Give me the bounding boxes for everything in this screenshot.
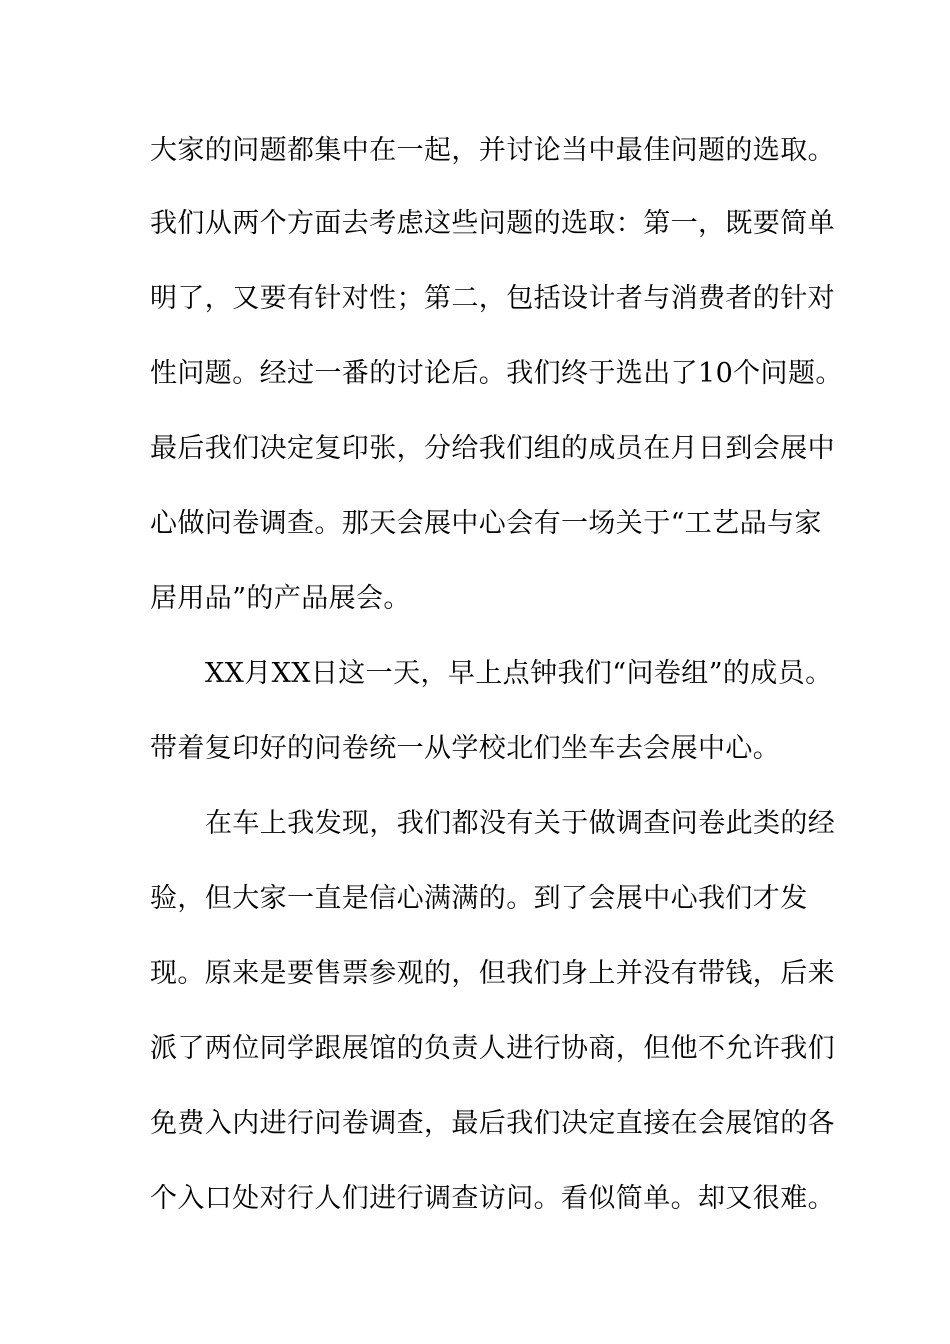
text-line-4: 性问题。经过一番的讨论后。我们终于选出了10个问题。 [150, 358, 843, 389]
text-line-10: 在车上我发现，我们都没有关于做调查问卷此类的经 [205, 808, 836, 839]
text-line-1: 大家的问题都集中在一起，并讨论当中最佳问题的选取。 [150, 135, 835, 166]
text-line-8: XX月XX日这一天，早上点钟我们“问卷组”的成员。 [205, 658, 833, 689]
text-line-6: 心做问卷调查。那天会展中心会有一场关于“工艺品与家 [150, 508, 822, 539]
text-line-15: 个入口处对行人们进行调查访问。看似简单。却又很难。 [150, 1183, 835, 1214]
text-line-13: 派了两位同学跟展馆的负责人进行协商，但他不允许我们 [150, 1033, 835, 1064]
text-line-11: 验，但大家一直是信心满满的。到了会展中心我们才发 [150, 883, 808, 914]
text-line-12: 现。原来是要售票参观的，但我们身上并没有带钱，后来 [150, 958, 835, 989]
text-line-14: 免费入内进行问卷调查，最后我们决定直接在会展馆的各 [150, 1108, 835, 1139]
text-line-3: 明了，又要有针对性；第二，包括设计者与消费者的针对 [150, 283, 835, 314]
text-line-7: 居用品”的产品展会。 [150, 583, 411, 614]
text-line-9: 带着复印好的问卷统一从学校北们坐车去会展中心。 [150, 733, 781, 764]
text-line-2: 我们从两个方面去考虑这些问题的选取：第一，既要简单 [150, 208, 835, 239]
text-line-5: 最后我们决定复印张，分给我们组的成员在月日到会展中 [150, 433, 835, 464]
